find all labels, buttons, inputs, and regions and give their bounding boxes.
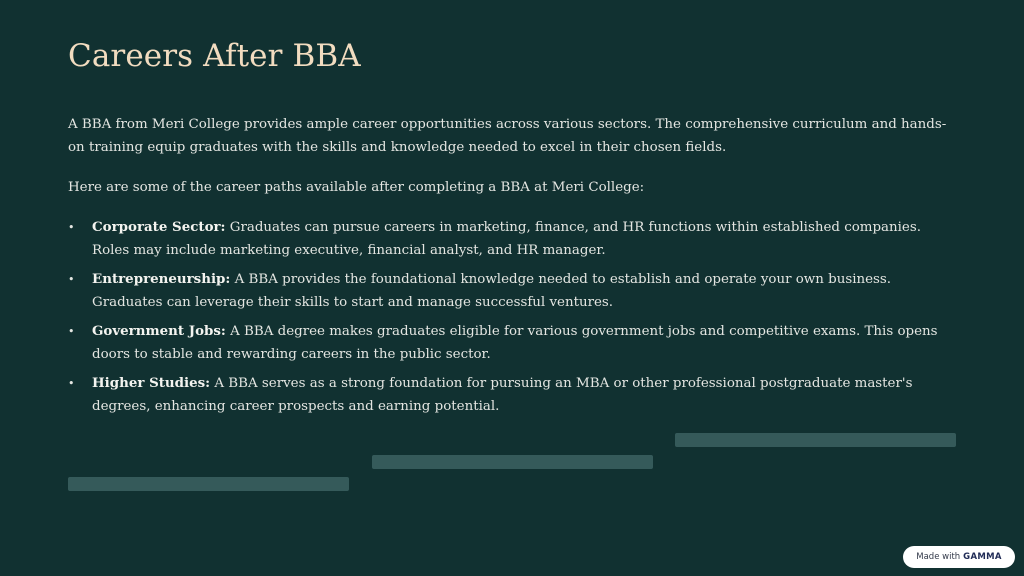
list-item-corporate-sector — [68, 216, 948, 262]
bullet-text: A BBA serves as a strong foundation for pursuing an MBA or other professional postgraduate master's degrees, enhancing career prospects and earning potential. — [92, 376, 913, 415]
slide-content — [68, 38, 948, 424]
bullet-text: Graduates can pursue careers in marketing, finance, and HR functions within established companies. Roles may include marketing executive, financial analyst, and HR manager. — [92, 220, 921, 259]
list-item-higher-studies — [68, 372, 948, 418]
slide-title: Careers After BBA — [68, 38, 361, 74]
bullet-term: Higher Studies: — [92, 375, 211, 392]
bullet-dot-icon: • — [68, 221, 75, 235]
bullet-term: Entrepreneurship: — [92, 271, 231, 288]
bullet-dot-icon: • — [68, 377, 75, 391]
career-paths-list — [68, 216, 948, 418]
lead-paragraph: Here are some of the career paths available after completing a BBA at Meri College: — [68, 180, 645, 196]
placeholder-bar — [675, 433, 956, 447]
bullet-dot-icon: • — [68, 273, 75, 287]
placeholder-bar — [372, 455, 653, 469]
placeholder-bar — [68, 477, 349, 491]
gamma-logo: GAMMA — [963, 552, 1002, 562]
bullet-term: Government Jobs: — [92, 323, 226, 340]
made-with-gamma-badge[interactable] — [903, 546, 1015, 568]
badge-prefix: Made with — [916, 552, 961, 562]
intro-paragraph: A BBA from Meri College provides ample career opportunities across various sectors. The comprehensive curriculum and hands-on training equip graduates with the skills and knowledge needed to excel in their chosen fields. — [68, 117, 947, 156]
list-item-entrepreneurship — [68, 268, 948, 314]
list-item-government-jobs — [68, 320, 948, 366]
bullet-text: A BBA degree makes graduates eligible for various government jobs and competitive exams. This opens doors to stable and rewarding careers in the public sector. — [92, 324, 938, 363]
bullet-term: Corporate Sector: — [92, 219, 226, 236]
bullet-dot-icon: • — [68, 325, 75, 339]
bullet-text: A BBA provides the foundational knowledge needed to establish and operate your own business. Graduates can leverage their skills to start and manage successful ventures. — [92, 272, 892, 311]
